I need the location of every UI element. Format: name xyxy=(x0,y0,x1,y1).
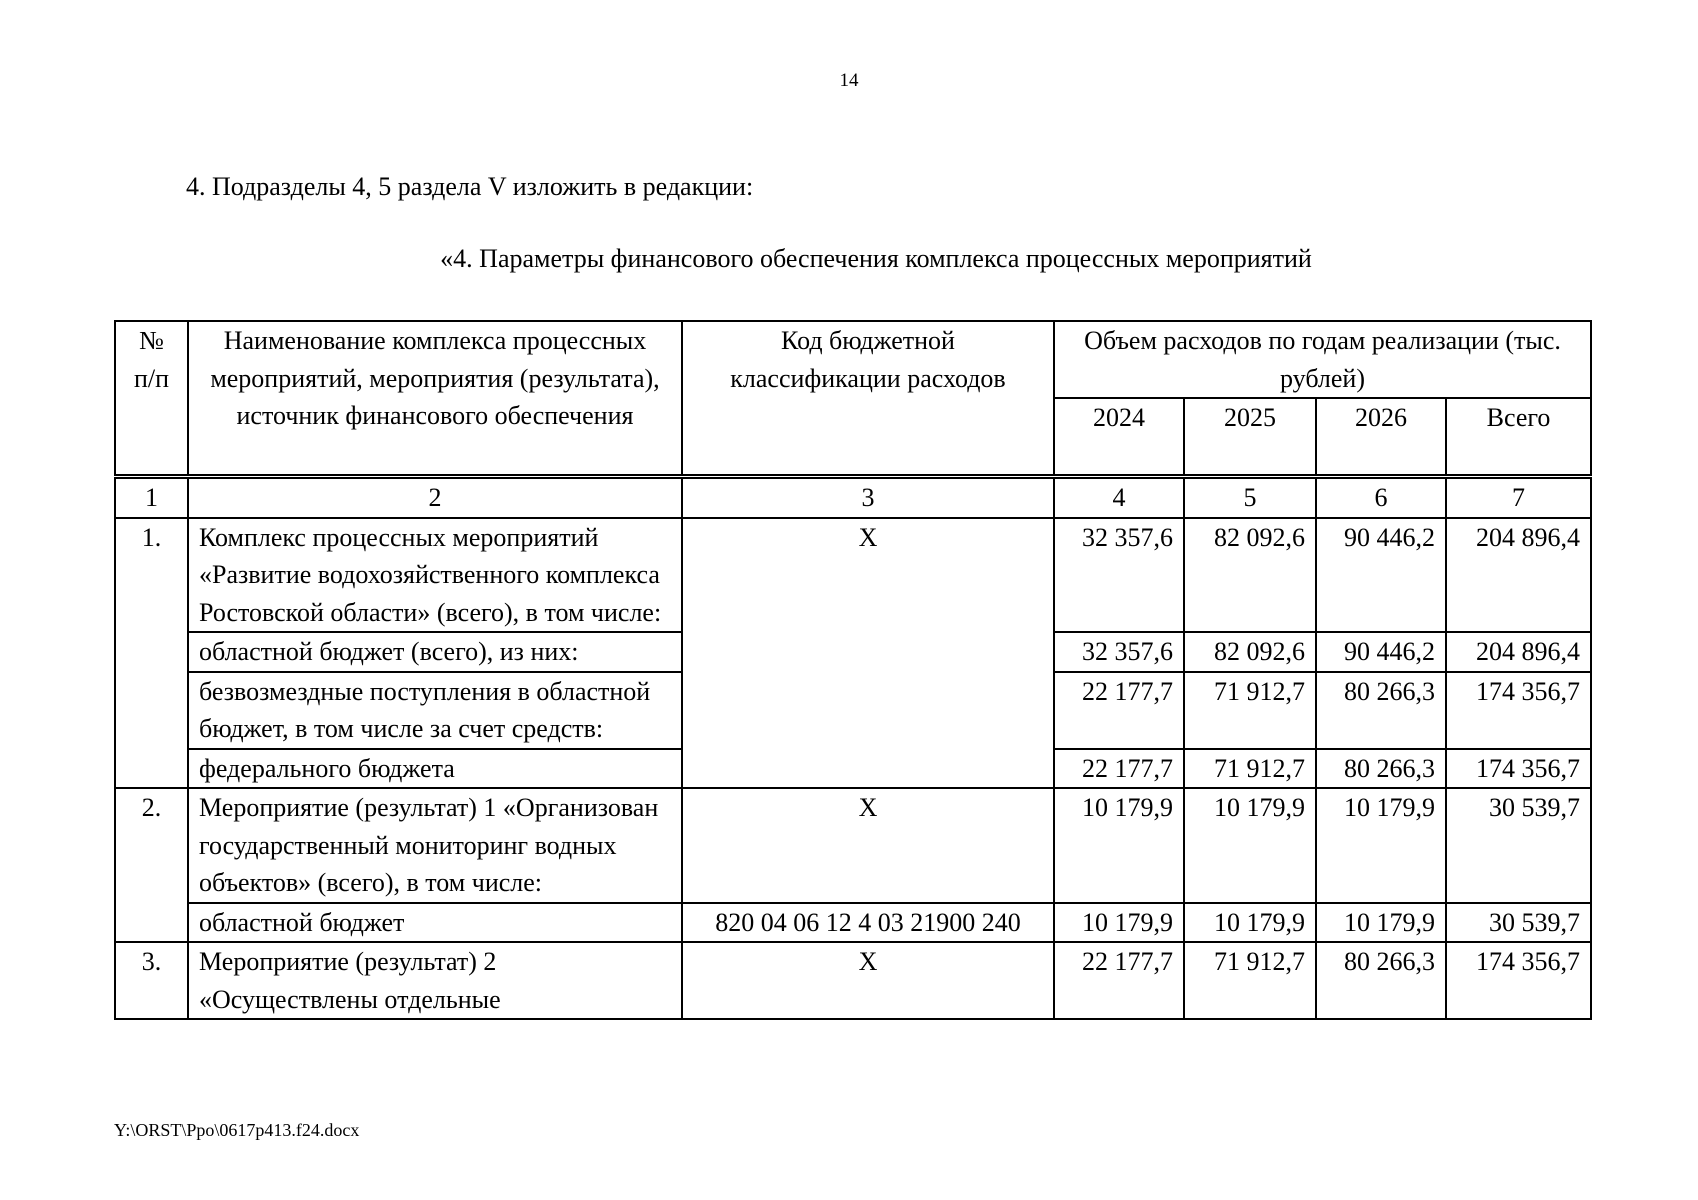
value-2024: 10 179,9 xyxy=(1054,903,1184,943)
row-name: Мероприятие (результат) 2 «Осуществлены отдельные xyxy=(188,942,682,1019)
row-code: Х xyxy=(682,942,1054,1019)
value-2026: 90 446,2 xyxy=(1316,518,1446,633)
column-number: 1 xyxy=(115,477,188,518)
header-total: Всего xyxy=(1446,398,1591,477)
column-number: 5 xyxy=(1184,477,1316,518)
value-2025: 71 912,7 xyxy=(1184,749,1316,789)
value-2026: 10 179,9 xyxy=(1316,788,1446,903)
row-name: безвозмездные поступления в областной бюджет, в том числе за счет средств: xyxy=(188,672,682,749)
header-row-1 xyxy=(115,321,1591,398)
header-year-2024: 2024 xyxy=(1054,398,1184,477)
column-number: 7 xyxy=(1446,477,1591,518)
value-total: 174 356,7 xyxy=(1446,749,1591,789)
header-name: Наименование комплекса процессных мероприятий, мероприятия (результата), источник финансового обеспечения xyxy=(188,321,682,477)
value-2024: 32 357,6 xyxy=(1054,632,1184,672)
value-2026: 90 446,2 xyxy=(1316,632,1446,672)
table-row xyxy=(115,788,1591,903)
value-2024: 22 177,7 xyxy=(1054,942,1184,1019)
financing-table xyxy=(114,320,1592,1020)
value-2024: 22 177,7 xyxy=(1054,672,1184,749)
row-code: Х xyxy=(682,518,1054,789)
row-name: Мероприятие (результат) 1 «Организован государственный мониторинг водных объектов» (всего), в том числе: xyxy=(188,788,682,903)
column-number: 2 xyxy=(188,477,682,518)
row-name: областной бюджет xyxy=(188,903,682,943)
row-code: 820 04 06 12 4 03 21900 240 xyxy=(682,903,1054,943)
intro-paragraph: 4. Подразделы 4, 5 раздела V изложить в редакции: xyxy=(186,172,754,201)
row-name: федерального бюджета xyxy=(188,749,682,789)
page-number: 14 xyxy=(839,70,859,91)
value-2024: 32 357,6 xyxy=(1054,518,1184,633)
row-code: Х xyxy=(682,788,1054,903)
value-2026: 80 266,3 xyxy=(1316,672,1446,749)
value-total: 174 356,7 xyxy=(1446,942,1591,1019)
header-year-2025: 2025 xyxy=(1184,398,1316,477)
value-total: 30 539,7 xyxy=(1446,788,1591,903)
column-number: 4 xyxy=(1054,477,1184,518)
value-2025: 82 092,6 xyxy=(1184,518,1316,633)
table-row xyxy=(115,518,1591,633)
value-total: 30 539,7 xyxy=(1446,903,1591,943)
value-total: 204 896,4 xyxy=(1446,518,1591,633)
row-name: Комплекс процессных мероприятий «Развитие водохозяйственного комплекса Ростовской области» (всего), в том числе: xyxy=(188,518,682,633)
table-row xyxy=(115,942,1591,1019)
header-code: Код бюджетной классификации расходов xyxy=(682,321,1054,477)
column-number: 6 xyxy=(1316,477,1446,518)
value-total: 204 896,4 xyxy=(1446,632,1591,672)
column-number-row xyxy=(115,477,1591,518)
value-2026: 10 179,9 xyxy=(1316,903,1446,943)
header-year-2026: 2026 xyxy=(1316,398,1446,477)
value-2025: 82 092,6 xyxy=(1184,632,1316,672)
column-number: 3 xyxy=(682,477,1054,518)
value-2025: 10 179,9 xyxy=(1184,903,1316,943)
header-no: № п/п xyxy=(115,321,188,477)
row-number: 2. xyxy=(115,788,188,942)
footer-file-path: Y:\ORST\Ppo\0617p413.f24.docx xyxy=(114,1120,360,1140)
row-number: 1. xyxy=(115,518,188,789)
value-2026: 80 266,3 xyxy=(1316,942,1446,1019)
section-title: «4. Параметры финансового обеспечения комплекса процессных мероприятий xyxy=(440,244,1312,273)
table-row xyxy=(115,903,1591,943)
value-2026: 80 266,3 xyxy=(1316,749,1446,789)
value-2025: 71 912,7 xyxy=(1184,942,1316,1019)
row-name: областной бюджет (всего), из них: xyxy=(188,632,682,672)
value-2025: 71 912,7 xyxy=(1184,672,1316,749)
value-2025: 10 179,9 xyxy=(1184,788,1316,903)
value-2024: 10 179,9 xyxy=(1054,788,1184,903)
header-volume: Объем расходов по годам реализации (тыс. рублей) xyxy=(1054,321,1591,398)
value-2024: 22 177,7 xyxy=(1054,749,1184,789)
value-total: 174 356,7 xyxy=(1446,672,1591,749)
row-number: 3. xyxy=(115,942,188,1019)
